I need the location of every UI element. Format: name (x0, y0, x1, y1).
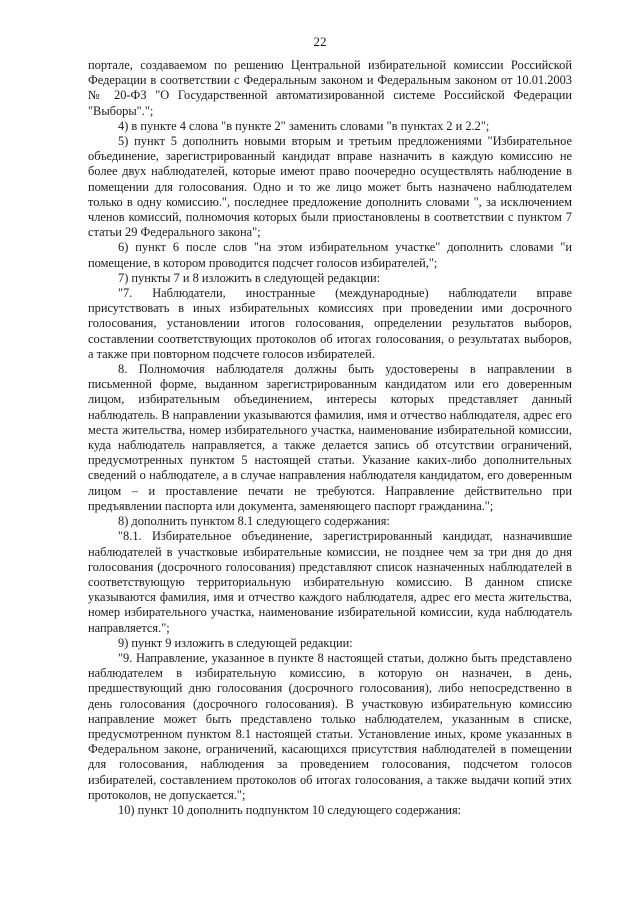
paragraph-item-7: 7) пункты 7 и 8 изложить в следующей редакции: (118, 270, 381, 285)
page-number: 22 (313, 34, 327, 49)
paragraph-clause-8-1: "8.1. Избирательное объединение, зарегистрированный кандидат, назначившие наблюдателей в участковые избирательные комиссии, не позднее чем за три дня до дня голосования (досрочного голосования) представляют список назначенных наблюдателей в соответствующую территориальную избирательную комиссию. В данном списке указываются фамилия, имя и отчество каждого наблюдателя, адрес его места жительства, номер избирательного участка, наименование избирательной комиссии, куда наблюдатель направляется."; (88, 529, 572, 635)
paragraph-item-6: 6) пункт 6 после слов "на этом избирательном участке" дополнить словами "и помещение, в котором проводится подсчет голосов избирателей,"; (88, 240, 572, 270)
paragraph-portal-continuation: порталe, создаваемом по решению Центральной избирательной комиссии Российской Федерации в соответствии с Федеральным законом и Федеральным законом от 10.01.2003 № 20-ФЗ "О Государственной автоматизированной системе Российской Федерации "Выборы"."; (88, 58, 572, 118)
paragraph-item-5: 5) пункт 5 дополнить новыми вторым и третьим предложениями "Избирательное объединение, зарегистрированный кандидат вправе назначить в каждую комиссию не более двух наблюдателей, которые имеют право поочередно осуществлять наблюдение в помещении для голосования. Одно и то же лицо может быть назначено наблюдателем только в одну комиссию.", последнее предложение дополнить словами ", за исключением членов комиссий, полномочия которых были приостановлены в соответствии с пунктом 7 статьи 29 Федерального закона"; (88, 134, 572, 240)
paragraph-clause-8: 8. Полномочия наблюдателя должны быть удостоверены в направлении в письменной форме, выданном зарегистрированным кандидатом или его доверенным лицом, избирательным объединением, интересы которых представляет данный наблюдатель. В направлении указываются фамилия, имя и отчество наблюдателя, адрес его места жительства, номер избирательного участка, наименование избирательной комиссии, куда наблюдатель направляется, а также делается запись об отсутствии ограничений, предусмотренных пунктом 5 настоящей статьи. Указание каких-либо дополнительных сведений о наблюдателе, а в случае направления наблюдателя кандидатом, его доверенным лицом – и проставление печати не требуются. Направление действительно при предъявлении паспорта или документа, заменяющего паспорт гражданина."; (88, 362, 572, 513)
paragraph-item-10: 10) пункт 10 дополнить подпунктом 10 следующего содержания: (118, 802, 462, 817)
paragraph-item-9: 9) пункт 9 изложить в следующей редакции: (118, 635, 353, 650)
paragraph-clause-9: "9. Направление, указанное в пункте 8 настоящей статьи, должно быть представлено наблюдателем в избирательную комиссию, в которую он назначен, в день, предшествующий дню голосования (досрочного голосования), либо непосредственно в день голосования (досрочного голосования). В участковую избирательную комиссию направление может быть представлено только наблюдателем, указанным в списке, предусмотренном пунктом 8.1 настоящей статьи. Установление иных, кроме указанных в Федеральном законе, ограничений, касающихся присутствия наблюдателей в помещении для голосования, наблюдения за проведением голосования, подсчетом голосов избирателей, составлением протоколов об итогах голосования, а также выдачи копий этих протоколов, не допускается."; (88, 650, 572, 802)
document-body (88, 58, 572, 818)
paragraph-item-8: 8) дополнить пунктом 8.1 следующего содержания: (118, 514, 390, 529)
paragraph-item-4: 4) в пункте 4 слова "в пункте 2" заменить словами "в пунктах 2 и 2.2"; (118, 118, 490, 133)
paragraph-clause-7: "7. Наблюдатели, иностранные (международные) наблюдатели вправе присутствовать в иных избирательных комиссиях при проведении ими досрочного голосования, установлении итогов голосования, определении результатов выборов, составлении соответствующих протоколов об итогах голосования, о результатах выборов, а также при повторном подсчете голосов избирателей. (88, 286, 572, 361)
